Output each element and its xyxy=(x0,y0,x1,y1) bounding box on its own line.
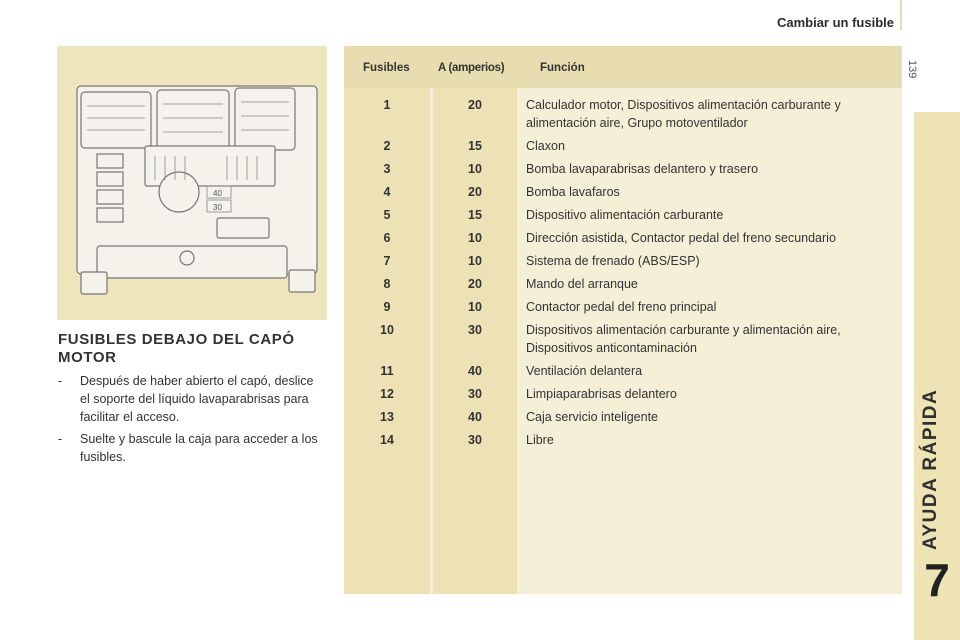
table-row xyxy=(344,385,902,403)
table-rows xyxy=(344,96,902,454)
fuse-number: 3 xyxy=(383,162,391,176)
fuse-number: 9 xyxy=(383,300,391,314)
chapter-title: AYUDA RÁPIDA xyxy=(920,388,941,550)
header-function: Función xyxy=(540,62,585,74)
fuse-number: 5 xyxy=(383,208,391,222)
fuse-number: 1 xyxy=(383,98,391,112)
fuse-amps: 10 xyxy=(468,162,482,176)
chapter-number: 7 xyxy=(924,554,950,606)
fuse-amps: 15 xyxy=(468,208,482,222)
header-amps: A (amperios) xyxy=(438,62,505,74)
fuse-function: Dispositivos alimentación carburante y alimentación aire, Dispositivos anticontaminación xyxy=(526,323,841,355)
fuse-amps: 30 xyxy=(468,433,482,447)
fuse-box-diagram-icon xyxy=(57,46,327,320)
fuse-function: Mando del arranque xyxy=(526,277,638,291)
fuse-number: 2 xyxy=(383,139,391,153)
header-section-title: Cambiar un fusible xyxy=(776,15,894,30)
illustration-label-30: 30 xyxy=(213,203,222,212)
header-fuses: Fusibles xyxy=(363,62,410,74)
fuse-amps: 10 xyxy=(468,254,482,268)
fuse-number: 6 xyxy=(383,231,391,245)
fuse-function: Sistema de frenado (ABS/ESP) xyxy=(526,254,700,268)
table-row xyxy=(344,160,902,178)
fuse-function: Caja servicio inteligente xyxy=(526,410,659,424)
fuse-amps: 20 xyxy=(468,277,482,291)
fuse-function: Dispositivo alimentación carburante xyxy=(526,208,724,222)
fuse-amps: 20 xyxy=(468,98,482,112)
table-row xyxy=(344,362,902,380)
fuse-amps: 40 xyxy=(468,410,482,424)
table-row xyxy=(344,298,902,316)
table-row xyxy=(344,321,902,357)
fuse-number: 12 xyxy=(380,387,394,401)
table-row xyxy=(344,431,902,449)
fuse-function: Contactor pedal del freno principal xyxy=(526,300,717,314)
fuse-number: 8 xyxy=(383,277,391,291)
fuse-amps: 30 xyxy=(468,323,482,337)
page-number: 139 xyxy=(906,60,918,79)
header-rule xyxy=(900,0,902,30)
fuse-table xyxy=(344,46,902,594)
fuse-amps: 20 xyxy=(468,185,482,199)
table-row xyxy=(344,275,902,293)
fuse-function: Claxon xyxy=(526,139,565,153)
fuse-function: Ventilación delantera xyxy=(526,364,643,378)
fuse-function: Bomba lavafaros xyxy=(526,185,620,199)
fuse-function: Calculador motor, Dispositivos alimentación carburante y alimentación aire, Grupo motoventilador xyxy=(526,98,841,130)
fuse-amps: 10 xyxy=(468,300,482,314)
fuse-amps: 30 xyxy=(468,387,482,401)
table-header xyxy=(344,46,902,88)
fuse-number: 7 xyxy=(383,254,391,268)
fuse-number: 4 xyxy=(383,185,391,199)
list-item: - Después de haber abierto el capó, deslice el soporte del líquido lavaparabrisas para facilitar el acceso. xyxy=(58,374,314,424)
fuse-function: Dirección asistida, Contactor pedal del freno secundario xyxy=(526,231,836,245)
instruction-text: Suelte y bascule la caja para acceder a los fusibles. xyxy=(80,432,318,464)
fuse-function: Bomba lavaparabrisas delantero y trasero xyxy=(526,162,759,176)
fuse-function: Limpiaparabrisas delantero xyxy=(526,387,677,401)
list-item: - Suelte y bascule la caja para acceder a los fusibles. xyxy=(58,432,318,464)
instruction-text: Después de haber abierto el capó, deslice el soporte del líquido lavaparabrisas para facilitar el acceso. xyxy=(80,374,314,424)
fuse-number: 13 xyxy=(380,410,394,424)
table-row xyxy=(344,408,902,426)
table-row xyxy=(344,252,902,270)
section-title: FUSIBLES DEBAJO DEL CAPÓ MOTOR xyxy=(58,331,295,366)
fuse-box-illustration xyxy=(57,46,327,320)
table-row xyxy=(344,96,902,132)
fuse-amps: 40 xyxy=(468,364,482,378)
fuse-number: 14 xyxy=(380,433,394,447)
fuse-amps: 10 xyxy=(468,231,482,245)
illustration-label-40: 40 xyxy=(213,189,222,198)
fuse-number: 10 xyxy=(380,323,394,337)
fuse-function: Libre xyxy=(526,433,554,447)
table-row xyxy=(344,229,902,247)
fuse-amps: 15 xyxy=(468,139,482,153)
instruction-list xyxy=(58,372,324,470)
table-row xyxy=(344,206,902,224)
fuse-number: 11 xyxy=(380,364,394,378)
table-row xyxy=(344,137,902,155)
table-row xyxy=(344,183,902,201)
